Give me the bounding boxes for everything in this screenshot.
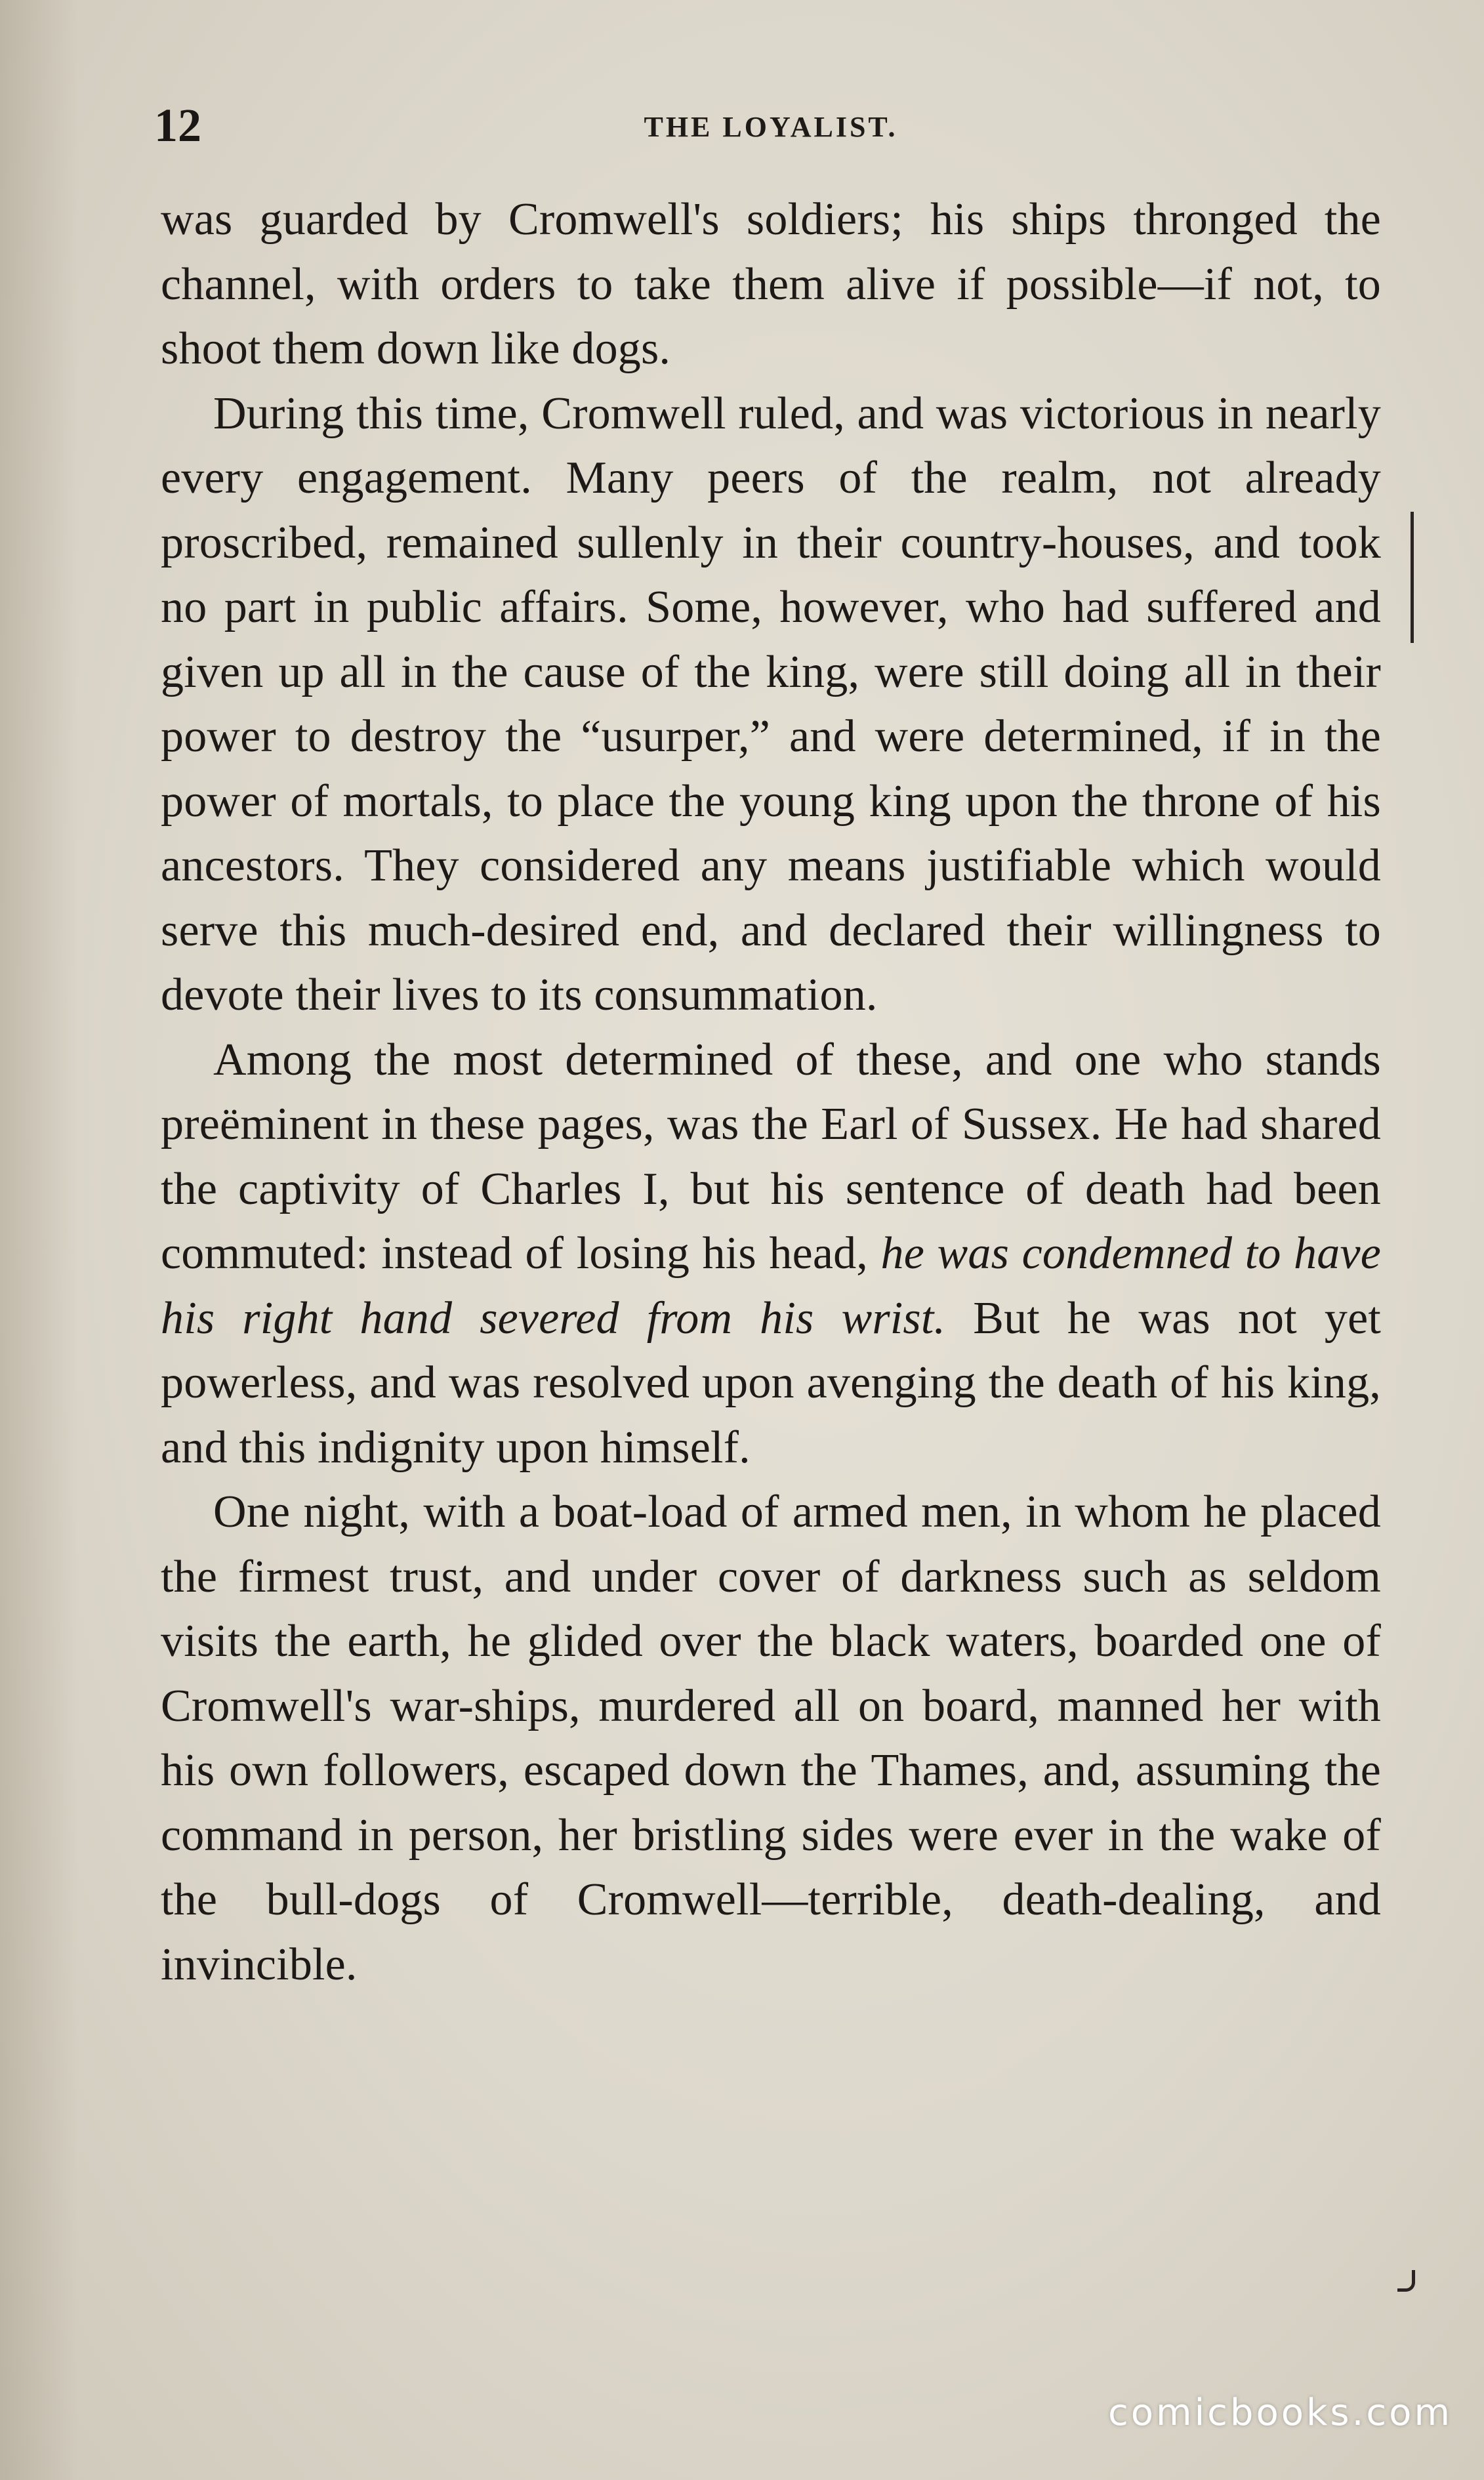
bottom-mark: [1397, 2270, 1415, 2292]
running-head: THE LOYALIST.: [644, 111, 898, 143]
paragraph-3-part-b: But he was not yet powerless, and was resolved upon avenging the death of his king, and this indignity upon himself.: [161, 1292, 1381, 1473]
paragraph-3: [161, 1028, 1381, 1481]
paragraph-1: was guarded by Cromwell's soldiers; his ships thronged the channel, with orders to take them alive if possible—if not, to shoot them down like dogs.: [161, 194, 1381, 374]
paragraph-3-part-a: Among the most determined of these, and one who stands preëminent in these pages, was the Earl of Sussex. He had shared the captivity of Charles I, but his sentence of death had been commuted: instead of losing his head,: [161, 1034, 1381, 1279]
paragraph-3-italic: he was condemned to have his right hand severed from his wrist.: [161, 1228, 1381, 1344]
body-text: [161, 188, 1381, 1997]
margin-mark: [1411, 512, 1414, 643]
paragraph-2: During this time, Cromwell ruled, and was victorious in nearly every engagement. Many peers of the realm, not already proscribed, remained sullenly in their country-houses, and took no part in public affairs. Some, however, who had suffered and given up all in the cause of the king, were still doing all in their power to destroy the “usurper,” and were determined, if in the power of mortals, to place the young king upon the throne of his ancestors. They considered any means justifiable which would serve this much-desired end, and declared their willingness to devote their lives to its consummation.: [161, 388, 1381, 1020]
page-number: 12: [154, 99, 201, 152]
watermark: comicbooks.com: [1107, 2391, 1453, 2434]
paragraph-4: One night, with a boat-load of armed men, in whom he placed the firmest trust, and under cover of darkness such as seldom visits the earth, he glided over the black waters, boarded one of Cromwell's war-ships, murdered all on board, manned her with his own followers, escaped down the Thames, and, assuming the command in person, her bristling sides were ever in the wake of the bull-dogs of Cromwell—terrible, death-dealing, and invincible.: [161, 1487, 1381, 1990]
spine-shadow: [0, 0, 79, 2480]
page-header: [154, 98, 1388, 151]
